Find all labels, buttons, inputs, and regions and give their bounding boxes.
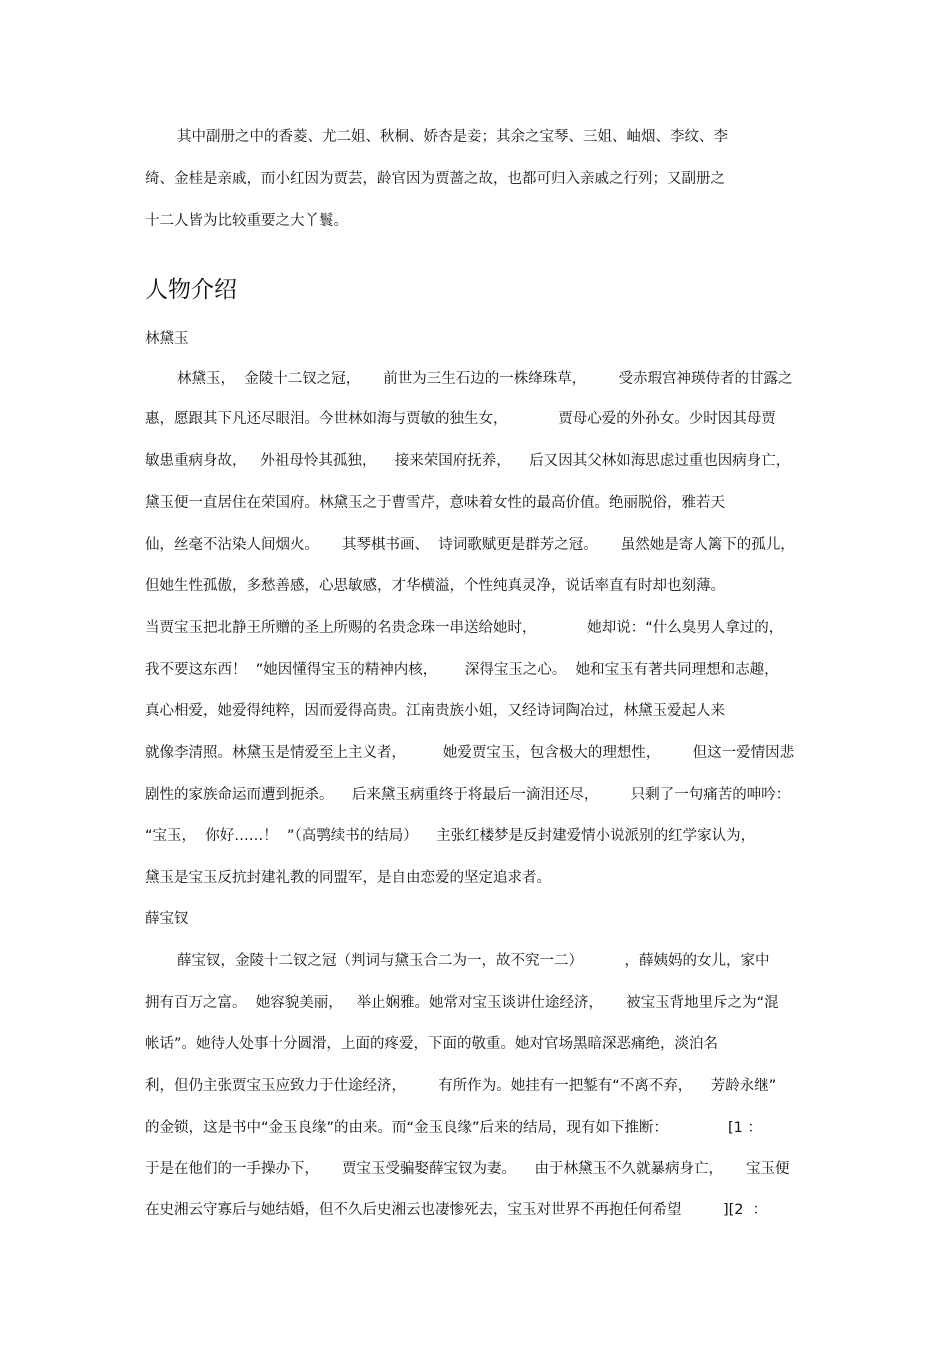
intro-line-3: 十二人皆为比较重要之大丫鬟。 (145, 213, 348, 229)
baochai-line-2: 拥有百万之富。 她容貌美丽， 举止娴雅。她常对宝玉谈讲仕途经济， 被宝玉背地里斥之为“混 (145, 995, 779, 1011)
daiyu-line-5: 仙，丝毫不沾染人间烟火。 其琴棋书画、 诗词歌赋更是群芳之冠。 虽然她是寄人篱下的孤儿， (145, 537, 795, 553)
intro-line-1: 其中副册之中的香菱、尤二姐、秋桐、娇杏是妾；其余之宝琴、三姐、岫烟、李纹、李 (177, 129, 728, 145)
daiyu-line-13: 黛玉是宝玉反抗封建礼教的同盟军，是自由恋爱的坚定追求者。 (145, 870, 551, 886)
baochai-line-7: 在史湘云守寡后与她结婚，但不久后史湘云也凄惨死去，宝玉对世界不再抱任何希望 ][2 ： (145, 1202, 768, 1218)
daiyu-line-6: 但她生性孤傲，多愁善感，心思敏感，才华横溢，个性纯真灵净，说话率直有时却也刻薄。 (145, 578, 725, 594)
section-title: 人物介绍 (145, 277, 237, 303)
baochai-line-3: 帐话”。她待人处事十分圆滑，上面的疼爱，下面的敬重。她对官场黑暗深恶痛绝，淡泊名 (145, 1036, 719, 1052)
character-name-lin-daiyu: 林黛玉 (145, 331, 189, 347)
daiyu-line-9: 真心相爱，她爱得纯粹，因而爱得高贵。江南贵族小姐，又经诗词陶冶过，林黛玉爱起人来 (145, 703, 725, 719)
intro-line-2: 绮、金桂是亲戚，而小红因为贾芸，龄官因为贾蔷之故，也都可归入亲戚之行列；又副册之 (145, 171, 725, 187)
daiyu-line-7: 当贾宝玉把北静王所赠的圣上所赐的名贵念珠一串送给她时， 她却说：“什么臭男人拿过的， (145, 620, 784, 636)
daiyu-line-2: 惠，愿跟其下凡还尽眼泪。今世林如海与贾敏的独生女， 贾母心爱的外孙女。少时因其母贾 (145, 411, 776, 427)
daiyu-line-1: 林黛玉， 金陵十二钗之冠， 前世为三生石边的一株绛珠草， 受赤瑕宫神瑛侍者的甘露之 (177, 371, 793, 387)
daiyu-line-8: 我不要这东西！ ”她因懂得宝玉的精神内核， 深得宝玉之心。 她和宝玉有著共同理想和志趣， (145, 662, 779, 678)
daiyu-line-10: 就像李清照。林黛玉是情爱至上主义者， 她爱贾宝玉，包含极大的理想性， 但这一爱情因悲 (145, 745, 795, 761)
daiyu-line-3: 敏患重病身故， 外祖母怜其孤独， 接来荣国府抚养， 后又因其父林如海思虑过重也因病身亡， (145, 453, 791, 469)
daiyu-line-11: 剧性的家族命运而遭到扼杀。 后来黛玉病重终于将最后一滴泪还尽， 只剩了一句痛苦的呻吟： (145, 787, 791, 803)
baochai-line-6: 于是在他们的一手操办下， 贾宝玉受骗娶薛宝钗为妻。 由于林黛玉不久就暴病身亡， 宝玉便 (145, 1161, 790, 1177)
baochai-line-4: 利，但仍主张贾宝玉应致力于仕途经济， 有所作为。她挂有一把錾有“不离不弃， 芳龄永继” (145, 1078, 777, 1094)
daiyu-line-4: 黛玉便一直居住在荣国府。林黛玉之于曹雪芹，意味着女性的最高价值。绝丽脱俗，雅若天 (145, 495, 725, 511)
daiyu-line-12: “宝玉， 你好……！ ”（高鹗续书的结局） 主张红楼梦是反封建爱情小说派别的红学家认为， (145, 828, 756, 844)
character-name-xue-baochai: 薛宝钗 (145, 911, 189, 927)
baochai-line-5: 的金锁，这是书中“金玉良缘”的由来。而“金玉良缘”后来的结局，现有如下推断： [1 ： (145, 1120, 762, 1136)
baochai-line-1: 薛宝钗，金陵十二钗之冠（判词与黛玉合二为一，故不究一二） ，薛姨妈的女儿，家中 (177, 953, 770, 969)
